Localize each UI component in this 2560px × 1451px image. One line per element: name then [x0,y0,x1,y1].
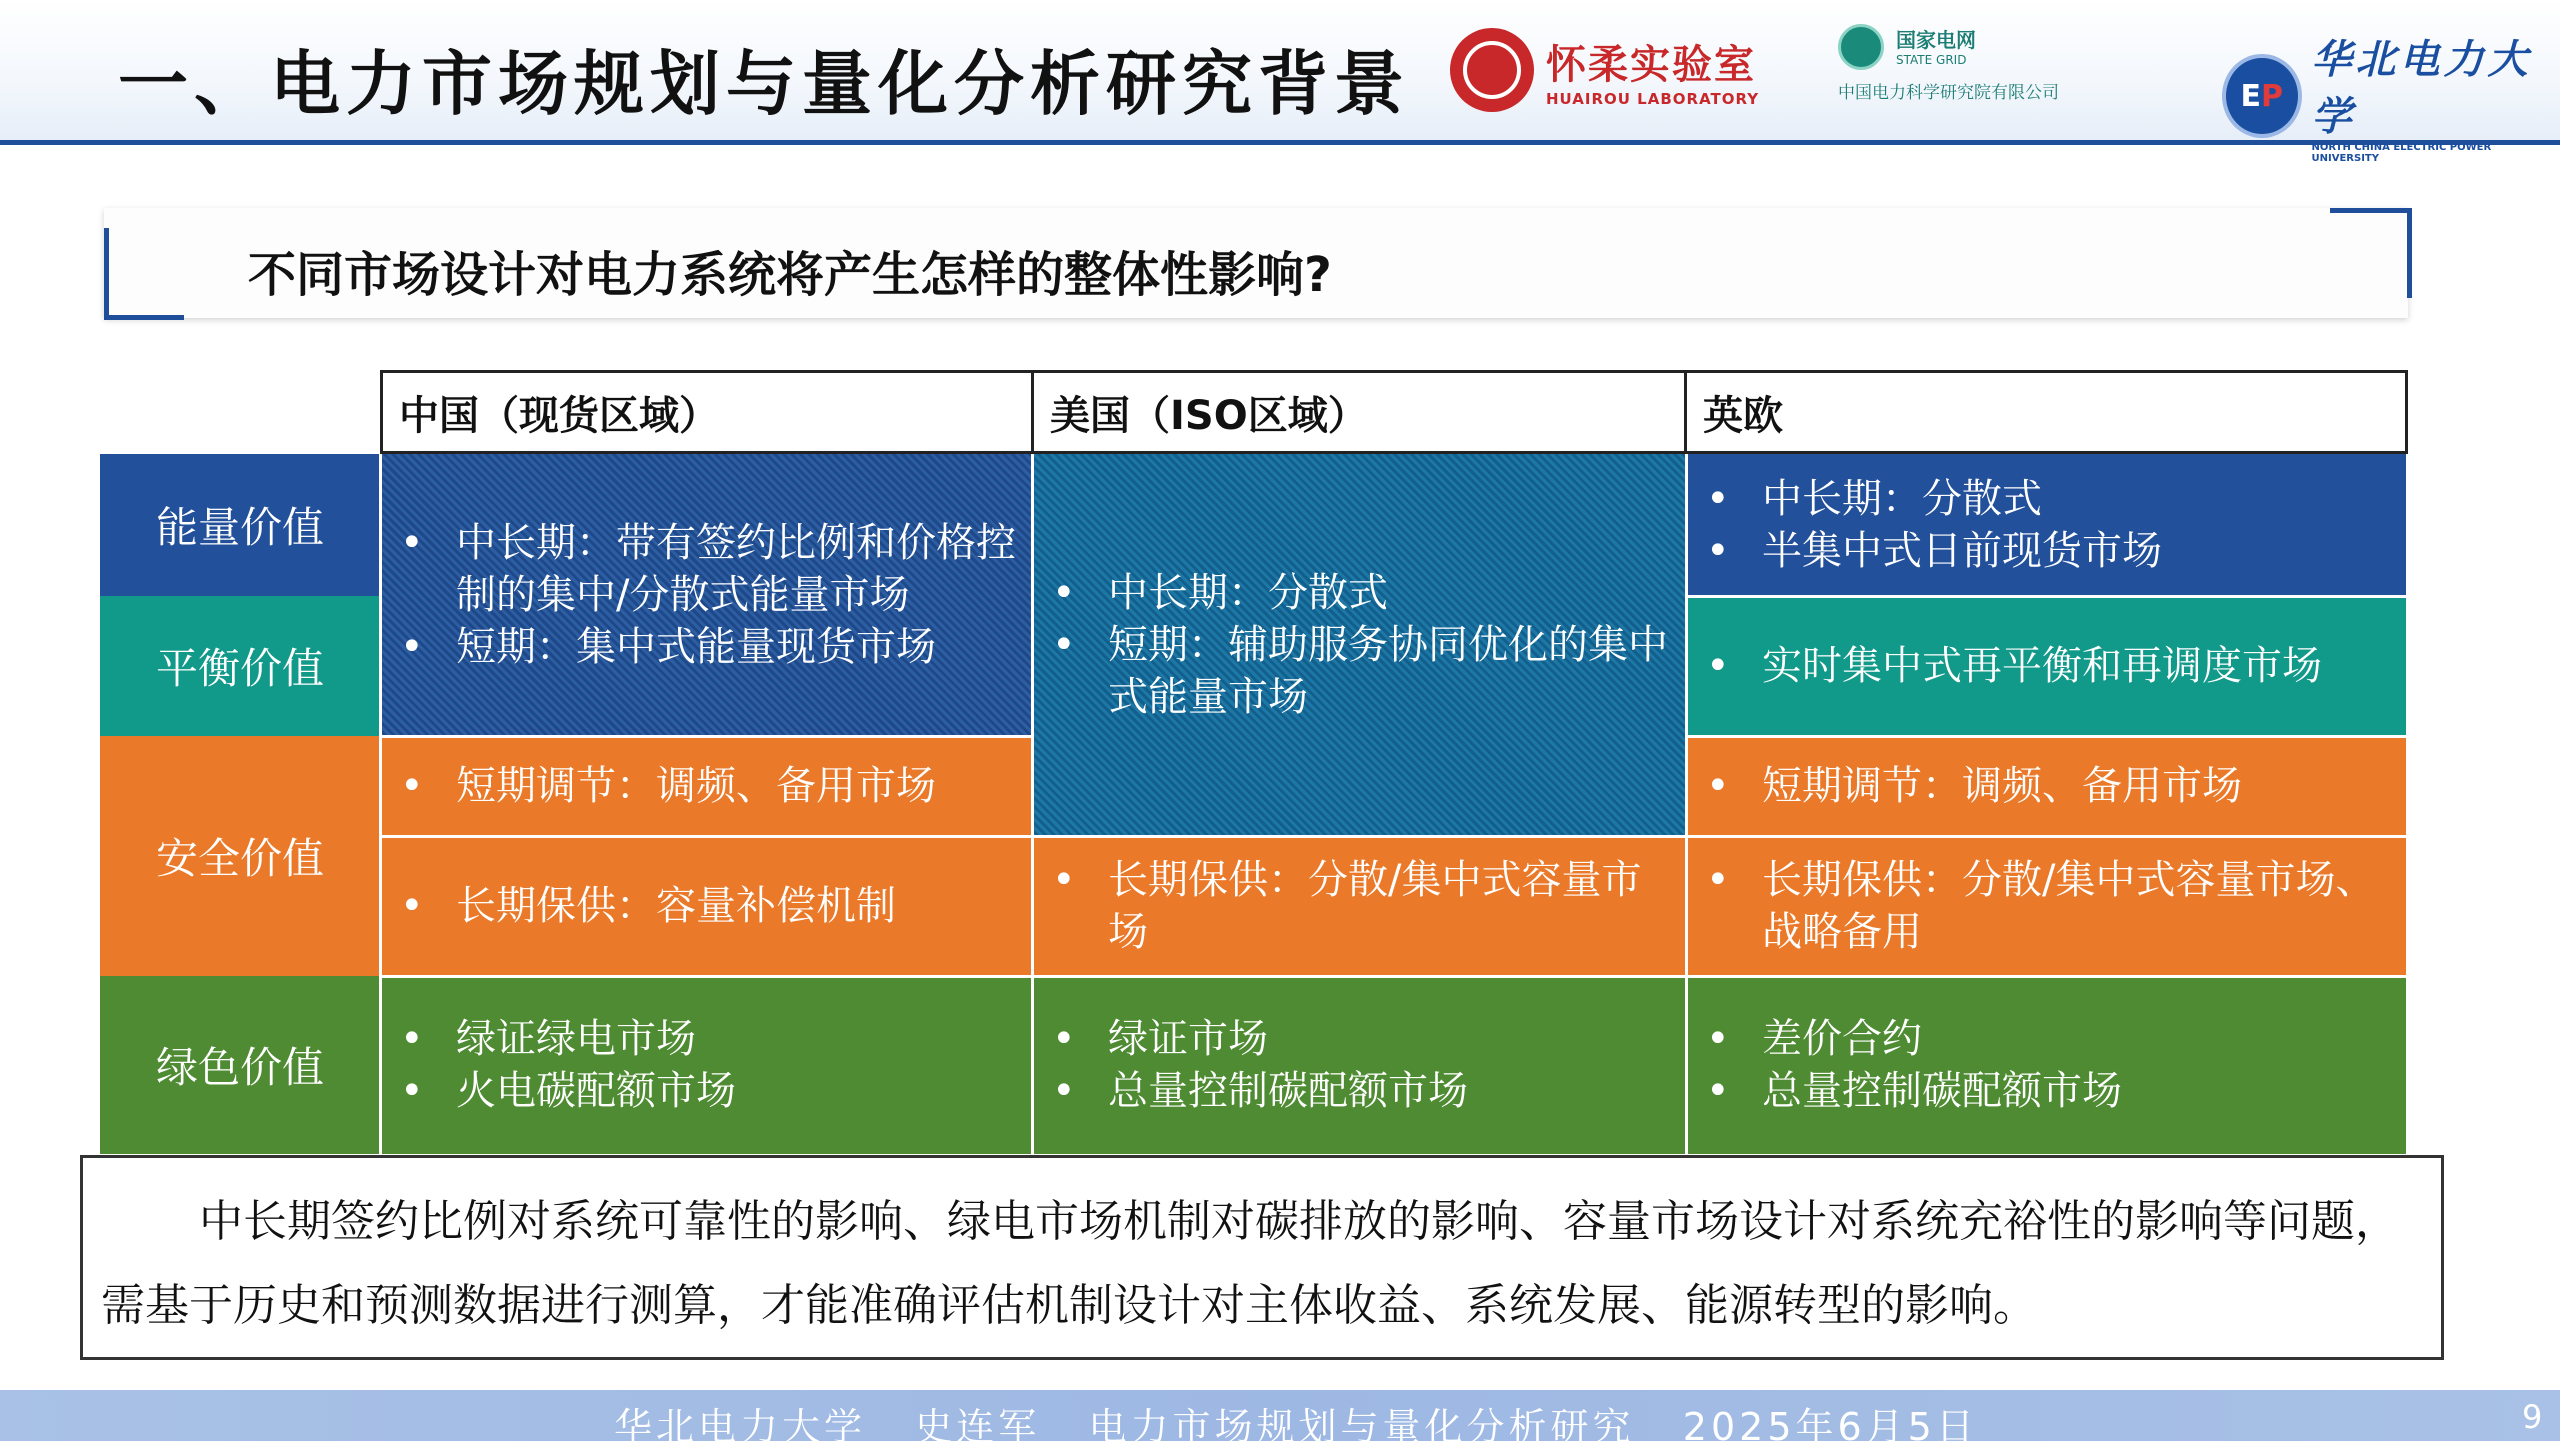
ncepu-logo [2222,28,2560,164]
grid-line [1686,735,2406,738]
list-item: • 长期保供：容量补偿机制 [400,883,896,929]
grid-line [380,735,1032,738]
bracket-top-left [104,228,184,320]
cell-eu-green [1686,976,2406,1154]
list-item: • 火电碳配额市场 [400,1068,736,1114]
cell-china-green [380,976,1032,1154]
ncepu-logo-cn: 华北电力大学 [2311,36,2532,140]
column-header-usa: 美国（ISO区域） [1031,370,1687,454]
cell-usa-security-long [1032,836,1686,976]
cell-china-energy-balance [380,454,1032,736]
slide-title: 一、电力市场规划与量化分析研究背景 [118,42,1410,125]
page-number: 9 [2522,1398,2543,1436]
list-item: • 短期调节：调频、备用市场 [400,763,936,809]
column-header-china: 中国（现货区域） [380,370,1034,454]
header-divider [0,140,2560,145]
state-grid-globe-icon [1838,24,1884,70]
list-item: • 绿证市场 [1052,1016,1268,1062]
row-header-security: 安全价值 [100,736,380,976]
question-text: 不同市场设计对电力系统将产生怎样的整体性影响? [248,247,1332,303]
list-item: • 短期调节：调频、备用市场 [1706,763,2242,809]
row-header-balance: 平衡价值 [100,596,380,736]
footer-text: 华北电力大学 史连军 电力市场规划与量化分析研究 2025年6月5日 [614,1405,1978,1449]
cell-eu-energy [1686,454,2406,596]
cell-china-security-long [380,836,1032,976]
cell-eu-security-short [1686,736,2406,836]
grid-line [1031,454,1034,1154]
grid-line [379,454,382,1154]
bracket-top-right [2330,208,2412,298]
list-item: • 短期：集中式能量现货市场 [400,624,936,670]
list-item: • 长期保供：分散/集中式容量市场、战略备用 [1706,857,2376,955]
cell-eu-balance [1686,596,2406,736]
list-item: • 中长期：带有签约比例和价格控制的集中/分散式能量市场 [400,520,1016,618]
cell-china-security-short [380,736,1032,836]
list-item: • 长期保供：分散/集中式容量市场 [1052,857,1642,955]
cell-usa-green [1032,976,1686,1154]
column-header-eu: 英欧 [1684,370,2408,454]
list-item: • 总量控制碳配额市场 [1706,1068,2122,1114]
ncepu-badge-icon: E P [2222,54,2302,138]
list-item: • 中长期：分散式 [1706,476,2042,522]
huairou-logo-cn: 怀柔实验室 [1546,40,1756,88]
list-item: • 总量控制碳配额市场 [1052,1068,1468,1114]
grid-line [380,835,2406,838]
list-item: • 差价合约 [1706,1016,1922,1062]
state-grid-cn: 国家电网 [1896,28,1976,52]
list-item: • 中长期：分散式 [1052,570,1388,616]
state-grid-company: 中国电力科学研究院有限公司 [1838,83,2059,103]
state-grid-logo [1838,24,2059,103]
ncepu-logo-en: NORTH CHINA ELECTRIC POWER UNIVERSITY [2311,142,2492,164]
cell-usa-energy-balance-security [1032,454,1686,836]
list-item: • 实时集中式再平衡和再调度市场 [1706,643,2322,689]
grid-line [1685,454,1688,1154]
huairou-logo-en: HUAIROU LABORATORY [1546,89,1760,108]
huairou-seal-icon [1450,28,1534,112]
list-item: • 短期：辅助服务协同优化的集中式能量市场 [1052,622,1668,720]
state-grid-en: STATE GRID [1896,53,1967,67]
grid-line [1686,595,2406,598]
grid-line [380,975,2406,978]
summary-box: 中长期签约比例对系统可靠性的影响、绿电市场机制对碳排放的影响、容量市场设计对系统充裕性的影响等问题，需基于历史和预测数据进行测算，才能准确评估机制设计对主体收益、系统发展、能源转型的影响。 [80,1155,2444,1360]
huairou-lab-logo [1450,26,1759,114]
cell-eu-security-long [1686,836,2406,976]
list-item: • 绿证绿电市场 [400,1016,696,1062]
list-item: • 半集中式日前现货市场 [1706,528,2162,574]
row-header-energy: 能量价值 [100,454,380,596]
row-header-green: 绿色价值 [100,976,380,1154]
